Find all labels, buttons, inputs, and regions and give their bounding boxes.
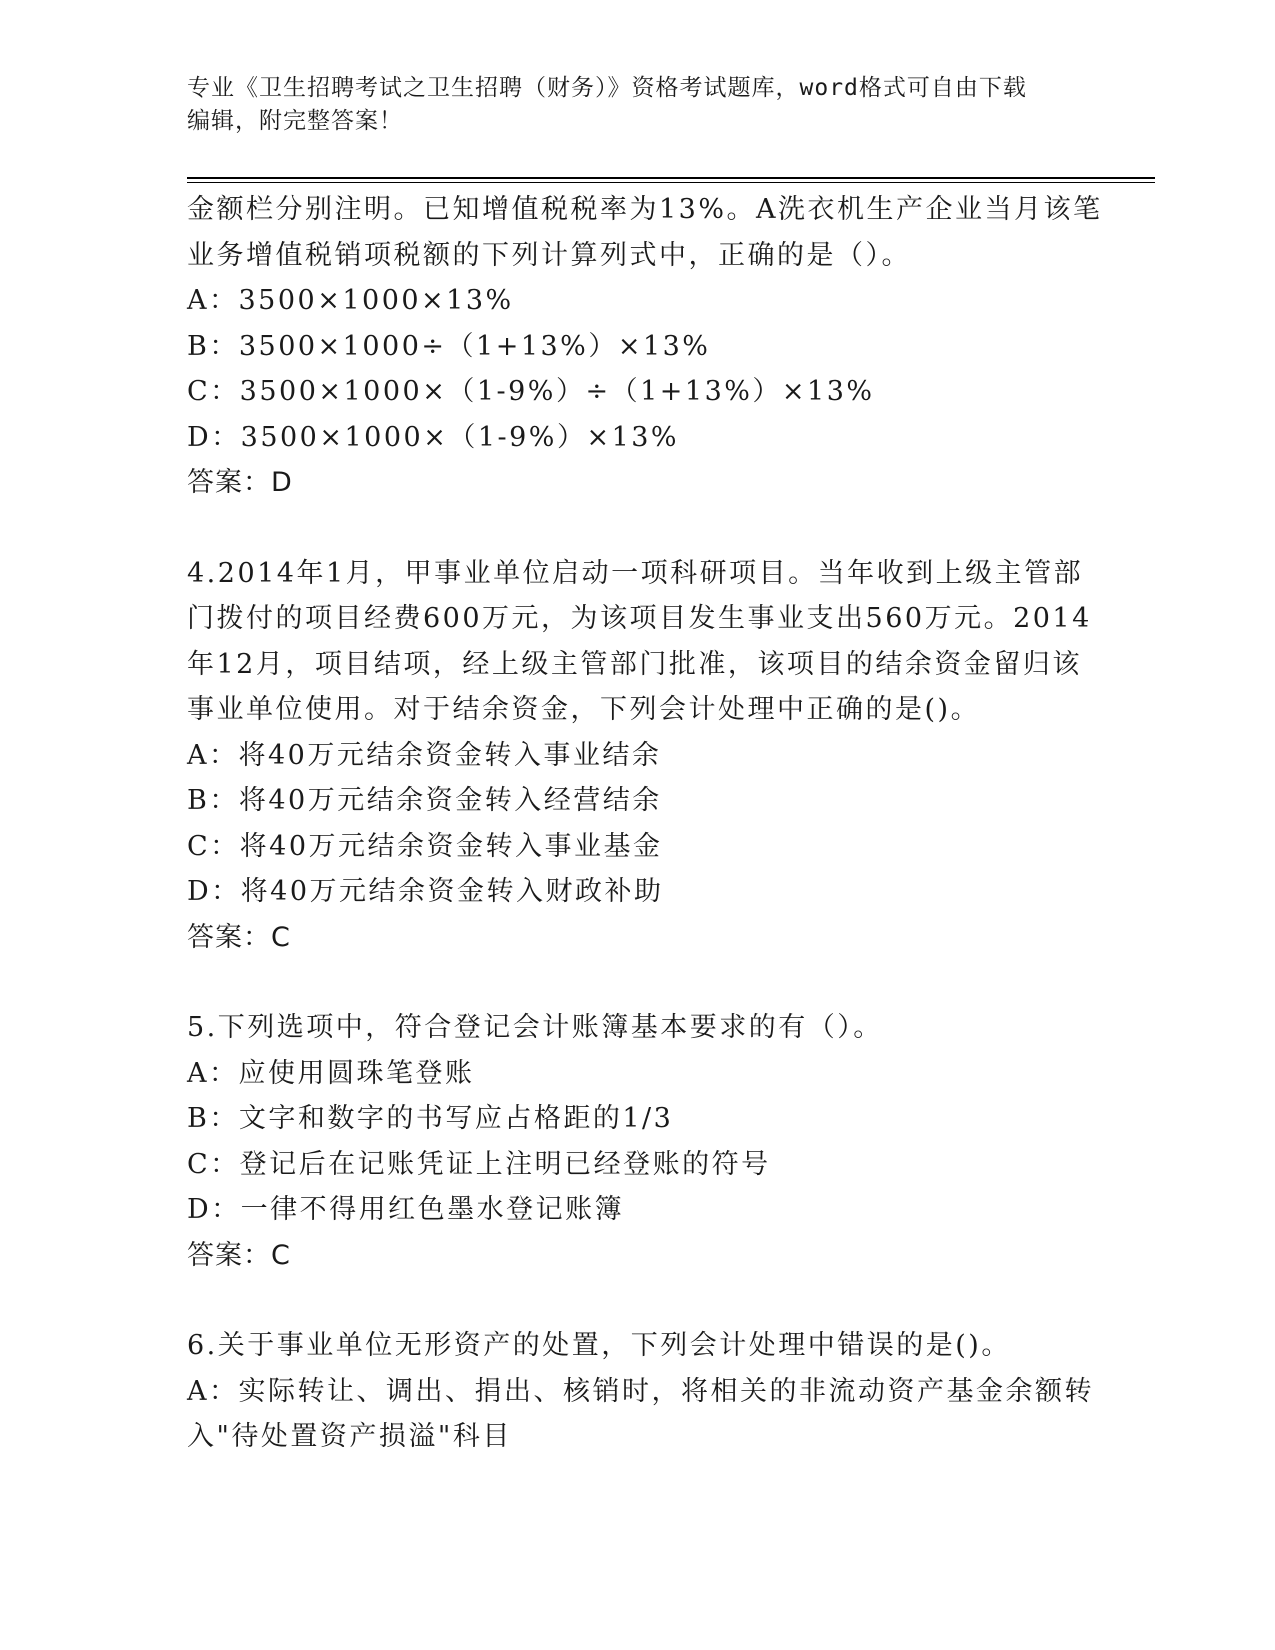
option-b: B：文字和数字的书写应占格距的1/3 (187, 1103, 674, 1134)
spacer (187, 1278, 1087, 1323)
option-c: C：将40万元结余资金转入事业基金 (187, 830, 663, 862)
option-b: B：3500×1000÷（1+13%）×13% (187, 330, 711, 362)
question-4 (187, 551, 1092, 961)
question-text-line: 5.下列选项中，符合登记会计账簿基本要求的有（）。 (187, 1012, 883, 1043)
header-line-2: 编辑，附完整答案！ (187, 108, 403, 134)
header-divider-thin (187, 182, 1155, 183)
answer-line: 答案：C (187, 921, 291, 953)
answer-line: 答案：C (187, 1239, 291, 1271)
question-text-line: 业务增值税销项税额的下列计算列式中，正确的是（）。 (187, 239, 911, 271)
option-a: A：实际转让、调出、捐出、核销时，将相关的非流动资产基金余额转 (187, 1375, 1094, 1407)
option-a: A：3500×1000×13% (187, 285, 514, 316)
question-text-line: 事业单位使用。对于结余资金，下列会计处理中正确的是()。 (187, 694, 981, 725)
answer-line: 答案：D (187, 467, 293, 498)
option-b: B：将40万元结余资金转入经营结余 (187, 785, 662, 816)
question-3 (187, 187, 1103, 506)
question-text-line: 年12月，项目结项，经上级主管部门批准，该项目的结余资金留归该 (187, 648, 1082, 680)
option-a-continued: 入"待处置资产损溢"科目 (187, 1421, 512, 1452)
question-text-line: 金额栏分别注明。已知增值税税率为13%。A洗衣机生产企业当月该笔 (187, 194, 1103, 225)
question-text-line: 4.2014年1月，甲事业单位启动一项科研项目。当年收到上级主管部 (187, 557, 1084, 589)
option-d: D：将40万元结余资金转入财政补助 (187, 876, 664, 907)
spacer (187, 506, 1087, 551)
header-divider-thick (187, 177, 1155, 179)
question-text-line: 6.关于事业单位无形资产的处置，下列会计处理中错误的是()。 (187, 1330, 1011, 1361)
option-c: C：3500×1000×（1-9%）÷（1+13%）×13% (187, 376, 875, 407)
option-a: A：将40万元结余资金转入事业结余 (187, 739, 662, 771)
spacer (187, 960, 1087, 1005)
option-c: C：登记后在记账凭证上注明已经登账的符号 (187, 1148, 771, 1180)
option-d: D：3500×1000×（1-9%）×13% (187, 421, 680, 453)
question-5 (187, 1005, 1087, 1278)
document-header (187, 72, 1087, 138)
question-text-line: 门拨付的项目经费600万元，为该项目发生事业支出560万元。2014 (187, 603, 1092, 634)
option-d: D：一律不得用红色墨水登记账簿 (187, 1194, 625, 1225)
option-a: A：应使用圆珠笔登账 (187, 1057, 475, 1089)
question-6 (187, 1323, 1094, 1460)
header-line-1: 专业《卫生招聘考试之卫生招聘（财务）》资格考试题库，word格式可自由下载 (187, 75, 1027, 101)
document-body (187, 187, 1103, 1460)
